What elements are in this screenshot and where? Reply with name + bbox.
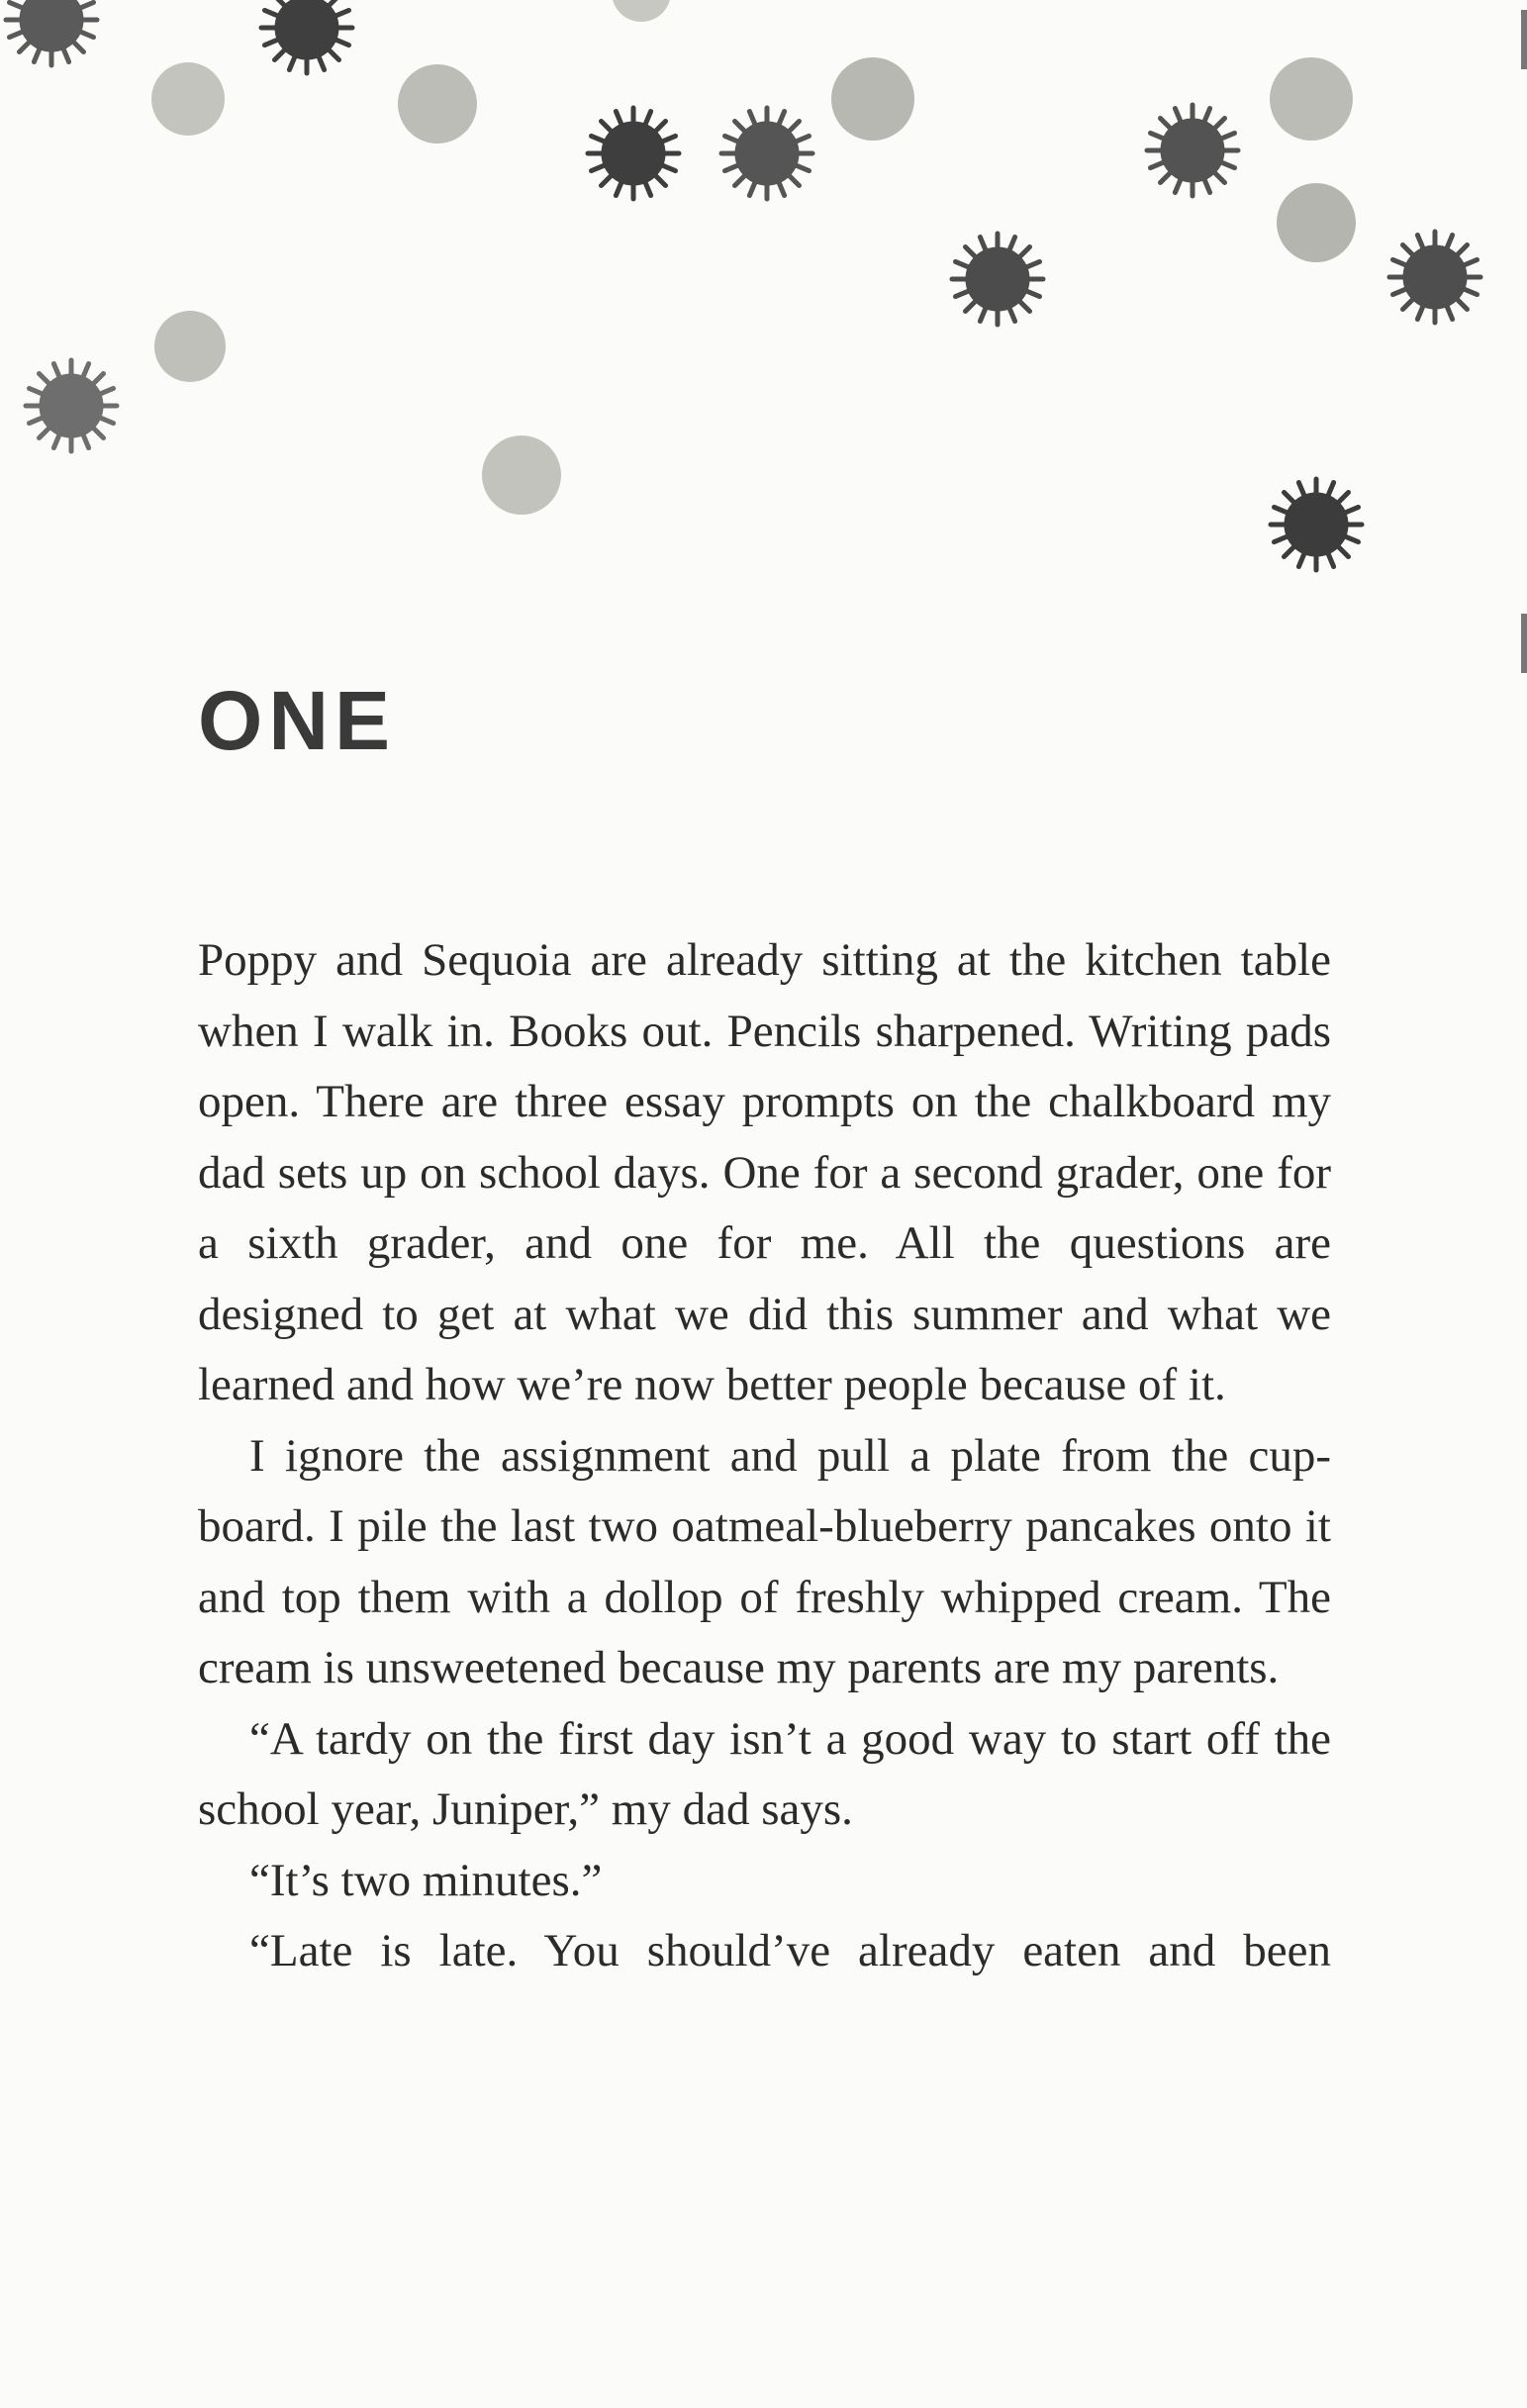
light-dot <box>1277 183 1356 262</box>
spiky-dot <box>1147 105 1238 196</box>
paragraph: I ignore the assignment and pull a plate from the cupboard. I pile the last two oatmeal-blueberry pancakes onto it and top them with a dollop of freshly whipped cream. The cream is unsweetened because my parents are my parents. <box>198 1429 1331 1693</box>
spiky-dot <box>588 108 679 199</box>
spiky-dot <box>1271 479 1362 570</box>
page-edge-mark <box>1521 10 1527 69</box>
light-dot <box>151 62 225 136</box>
decorative-dot-pattern <box>0 0 1527 614</box>
spiky-dot <box>952 234 1043 325</box>
light-dot <box>154 311 226 382</box>
chapter-body <box>198 925 1331 1987</box>
light-dot <box>482 435 561 515</box>
spiky-dot <box>1389 232 1480 323</box>
paragraph: “It’s two minutes.” <box>249 1854 603 1906</box>
light-dot <box>1270 57 1353 141</box>
spiky-dot <box>261 0 352 73</box>
light-dot <box>398 64 477 144</box>
light-dot <box>831 57 914 141</box>
paragraph: Poppy and Sequoia are already sitting at the kitchen table when I walk in. Books out. Pencils sharpened. Writing pads open. There are three essay prompts on the chalkboard my dad sets up on school days. One for a second grader, one for a sixth grader, and one for me. All the questions are designed to get at what we did this summer and what we learned and how we’re now better people because of it. <box>198 934 1331 1410</box>
paragraph: “Late is late. You should’ve already eaten and been <box>249 1925 1331 1976</box>
page-edge-mark <box>1521 614 1527 673</box>
paragraph: “A tardy on the first day isn’t a good way to start off the school year, Juniper,” my dad says. <box>198 1712 1331 1835</box>
spiky-dot <box>26 360 117 451</box>
spiky-dot <box>6 0 97 65</box>
light-dot <box>612 0 671 22</box>
chapter-title: ONE <box>198 674 397 767</box>
spiky-dot <box>721 108 812 199</box>
